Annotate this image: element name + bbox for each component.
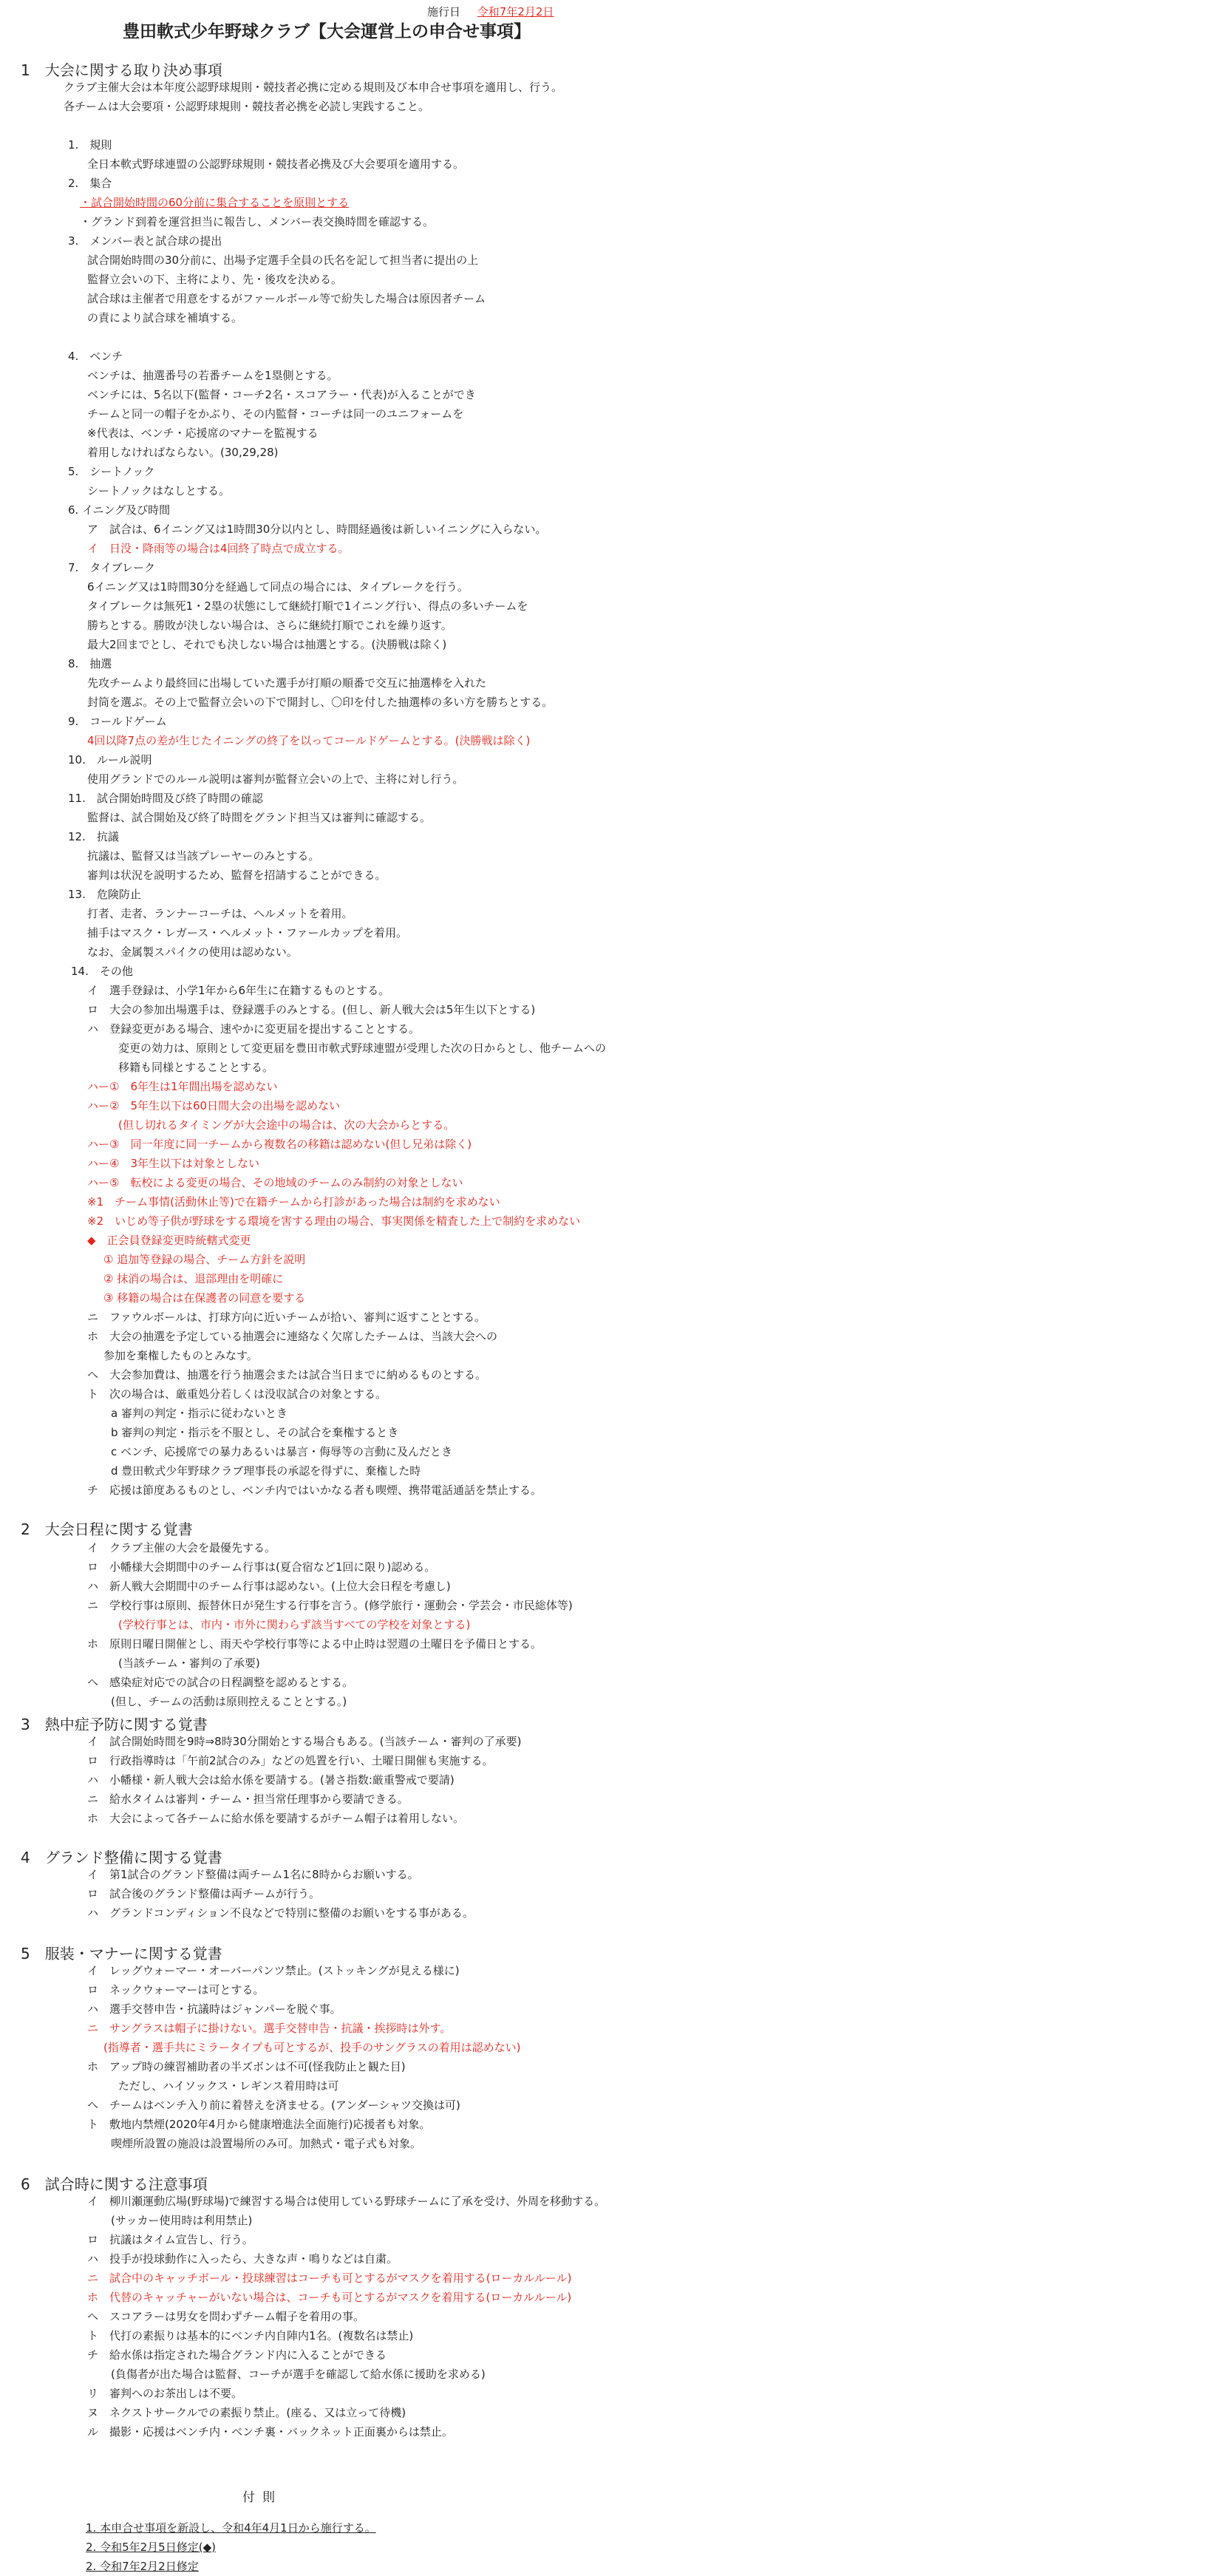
body-line: ル 撮影・応援はベンチ内・ベンチ裏・バックネット正面裏からは禁止。: [87, 2425, 453, 2439]
body-line: ヘ 大会参加費は、抽選を行う抽選会または試合当日までに納めるものとする。: [87, 1368, 487, 1382]
body-line: ◆ 正会員登録変更時統轄式変更: [87, 1234, 251, 1247]
body-line: の責により試合球を補填する。: [87, 311, 243, 324]
body-line: ・試合開始時間の60分前に集合することを原則とする: [80, 196, 350, 209]
body-line: 4回以降7点の差が生じたイニングの終了を以ってコールドゲームとする。(決勝戦は除く): [87, 734, 531, 747]
body-line: リ 審判へのお茶出しは不要。: [87, 2387, 243, 2400]
body-line: 9. コールドゲーム: [68, 715, 167, 728]
body-line: ロ 小幡様大会期間中のチーム行事は(夏合宿など1回に限り)認める。: [87, 1560, 436, 1574]
body-line: イ クラブ主催の大会を最優先する。: [87, 1541, 276, 1554]
body-line: ハー③ 同一年度に同一チームから複数名の移籍は認めない(但し兄弟は除く): [87, 1138, 472, 1151]
body-line: 喫煙所設置の施設は設置場所のみ可。加熱式・電子式も対象。: [111, 2137, 422, 2150]
section-heading: 6 試合時に関する注意事項: [21, 2175, 208, 2193]
body-line: ベンチは、抽選番号の若番チームを1塁側とする。: [87, 369, 338, 382]
enactment-label: 施行日: [427, 5, 461, 18]
body-line: 封筒を選ぶ。その上で監督立会いの下で開封し、〇印を付した抽選棒の多い方を勝ちとする。: [87, 696, 554, 709]
body-line: 13. 危険防止: [68, 888, 141, 901]
body-line: ハー④ 3年生以下は対象としない: [87, 1157, 259, 1170]
body-line: (学校行事とは、市内・市外に関わらず該当すべての学校を対象とする): [118, 1618, 471, 1631]
body-line: ヌ ネクストサークルでの素振り禁止。(座る、又は立って待機): [87, 2406, 406, 2419]
body-line: 使用グランドでのルール説明は審判が監督立会いの上で、主将に対し行う。: [87, 772, 464, 786]
body-line: ニ サングラスは帽子に掛けない。選手交替申告・抗議・挨拶時は外す。: [87, 2022, 452, 2035]
body-line: イ 選手登録は、小学1年から6年生に在籍するものとする。: [87, 984, 390, 997]
body-line: 11. 試合開始時間及び終了時間の確認: [68, 792, 263, 805]
body-line: ② 抹消の場合は、退部理由を明確に: [103, 1272, 284, 1285]
body-line: ニ 給水タイムは審判・チーム・担当常任理事から要請できる。: [87, 1792, 409, 1806]
body-line: ホ 大会の抽選を予定している抽選会に連絡なく欠席したチームは、当該大会への: [87, 1330, 498, 1343]
body-line: ロ 試合後のグランド整備は両チームが行う。: [87, 1887, 321, 1900]
body-line: 8. 抽選: [68, 657, 112, 670]
body-line: ハ 選手交替申告・抗議時はジャンパーを脱ぐ事。: [87, 2002, 341, 2016]
body-line: ロ 抗議はタイム宣告し、行う。: [87, 2233, 253, 2246]
body-line: シートノックはなしとする。: [87, 484, 231, 497]
supplementary-item: 1. 本申合せ事項を新設し、令和4年4月1日から施行する。: [86, 2521, 376, 2535]
body-line: 1. 規則: [68, 138, 112, 152]
body-line: 勝ちとする。勝敗が決しない場合は、さらに継続打順でこれを繰り返す。: [87, 619, 452, 632]
body-line: 5. シートノック: [68, 465, 155, 478]
body-line: 着用しなければならない。(30,29,28): [87, 446, 279, 459]
body-line: 移籍も同様とすることとする。: [118, 1061, 274, 1074]
body-line: b 審判の判定・指示を不服とし、その試合を棄権するとき: [111, 1426, 399, 1439]
body-line: 4. ベンチ: [68, 350, 123, 363]
body-line: 試合開始時間の30分前に、出場予定選手全員の氏名を記して担当者に提出の上: [87, 254, 479, 267]
section-heading: 1 大会に関する取り決め事項: [21, 61, 222, 79]
section-heading: 5 服装・マナーに関する覚書: [21, 1945, 222, 1962]
body-line: 監督は、試合開始及び終了時間をグランド担当又は審判に確認する。: [87, 811, 432, 824]
body-line: ※2 いじめ等子供が野球をする環境を害する理由の場合、事実関係を精査した上で制約を求めない: [87, 1214, 581, 1228]
body-line: ハ 新人戦大会期間中のチーム行事は認めない。(上位大会日程を考慮し): [87, 1580, 451, 1593]
body-line: ・グランド到着を運営担当に報告し、メンバー表交換時間を確認する。: [80, 215, 434, 228]
body-line: ※代表は、ベンチ・応援席のマナーを監視する: [87, 426, 319, 440]
body-line: (サッカー使用時は利用禁止): [111, 2214, 253, 2227]
body-line: (負傷者が出た場合は監督、コーチが選手を確認して給水係に援助を求める): [111, 2368, 486, 2381]
body-line: クラブ主催大会は本年度公認野球規則・競技者必携に定める規則及び本申合せ事項を適用し、行う。: [64, 81, 563, 94]
body-line: ハ 登録変更がある場合、速やかに変更届を提出することとする。: [87, 1022, 421, 1036]
body-line: ハー① 6年生は1年間出場を認めない: [87, 1080, 278, 1093]
body-line: 14. その他: [71, 965, 133, 978]
body-line: (当該チーム・審判の了承要): [118, 1656, 260, 1670]
body-line: 6イニング又は1時間30分を経過して同点の場合には、タイブレークを行う。: [87, 580, 469, 594]
body-line: ニ 試合中のキャッチボール・投球練習はコーチも可とするがマスクを着用する(ローカルルール): [87, 2271, 572, 2285]
section-heading: 4 グランド整備に関する覚書: [21, 1849, 222, 1866]
body-line: ① 追加等登録の場合、チーム方針を説明: [103, 1253, 306, 1266]
body-line: 12. 抗議: [68, 830, 119, 843]
body-line: 7. タイブレーク: [68, 561, 155, 574]
body-line: ※1 チーム事情(活動休止等)で在籍チームから打診があった場合は制約を求めない: [87, 1195, 500, 1209]
body-line: ロ 大会の参加出場選手は、登録選手のみとする。(但し、新人戦大会は5年生以下とする): [87, 1003, 536, 1016]
body-line: ホ 原則日曜日開催とし、雨天や学校行事等による中止時は翌週の土曜日を予備日とする。: [87, 1637, 542, 1651]
body-line: 6. イニング及び時間: [68, 503, 171, 517]
body-line: 2. 集合: [68, 177, 112, 190]
body-line: イ 試合開始時間を9時⇒8時30分開始とする場合もある。(当該チーム・審判の了承要): [87, 1735, 522, 1748]
body-line: 全日本軟式野球連盟の公認野球規則・競技者必携及び大会要項を適用する。: [87, 157, 465, 171]
body-line: 先攻チームより最終回に出場していた選手が打順の順番で交互に抽選棒を入れた: [87, 676, 487, 690]
body-line: 試合球は主催者で用意をするがファールボール等で紛失した場合は原因者チーム: [87, 292, 486, 305]
body-line: イ 柳川瀬運動広場(野球場)で練習する場合は使用している野球チームに了承を受け、外周を移動する。: [87, 2195, 606, 2208]
body-line: ただし、ハイソックス・レギンス着用時は可: [118, 2079, 339, 2093]
body-line: 捕手はマスク・レガース・ヘルメット・ファールカップを着用。: [87, 926, 408, 939]
body-line: イ レッグウォーマー・オーバーパンツ禁止。(ストッキングが見える様に): [87, 1964, 460, 1977]
body-line: d 豊田軟式少年野球クラブ理事長の承認を得ずに、棄権した時: [111, 1464, 421, 1478]
supplementary-provisions-heading: 付則: [242, 2490, 282, 2505]
body-line: 変更の効力は、原則として変更届を豊田市軟式野球連盟が受理した次の日からとし、他チームへの: [118, 1041, 607, 1055]
body-line: ニ 学校行事は原則、振替休日が発生する行事を言う。(修学旅行・運動会・学芸会・市民総体等): [87, 1599, 573, 1612]
body-line: ハー⑤ 転校による変更の場合、その地域のチームのみ制約の対象としない: [87, 1176, 463, 1189]
body-line: 審判は状況を説明するため、監督を招請することができる。: [87, 869, 387, 882]
body-line: c ベンチ、応援席での暴力あるいは暴言・侮辱等の言動に及んだとき: [111, 1445, 452, 1458]
body-line: イ 第1試合のグランド整備は両チーム1名に8時からお願いする。: [87, 1868, 419, 1881]
body-line: 打者、走者、ランナーコーチは、ヘルメットを着用。: [87, 907, 353, 920]
body-line: タイブレークは無死1・2塁の状態にして継続打順で1イニング行い、得点の多いチームを: [87, 599, 528, 613]
section-heading: 2 大会日程に関する覚書: [21, 1520, 193, 1538]
body-line: イ 日没・降雨等の場合は4回終了時点で成立する。: [87, 542, 350, 555]
body-line: ア 試合は、6イニング又は1時間30分以内とし、時間経過後は新しいイニングに入らない。: [87, 523, 547, 536]
body-line: ホ 代替のキャッチャーがいない場合は、コーチも可とするがマスクを着用する(ローカルルール): [87, 2291, 572, 2304]
body-line: (但し、チームの活動は原則控えることとする。): [111, 1695, 347, 1708]
enactment-line: [427, 4, 554, 19]
body-line: 監督立会いの下、主将により、先・後攻を決める。: [87, 273, 343, 286]
body-line: チームと同一の帽子をかぶり、その内監督・コーチは同一のユニフォームを: [87, 407, 464, 421]
body-line: (指導者・選手共にミラータイプも可とするが、投手のサングラスの着用は認めない): [103, 2041, 521, 2054]
body-line: ト 次の場合は、厳重処分若しくは没収試合の対象とする。: [87, 1387, 387, 1401]
body-line: 最大2回までとし、それでも決しない場合は抽選とする。(決勝戦は除く): [87, 638, 447, 651]
body-line: ③ 移籍の場合は在保護者の同意を要する: [103, 1291, 306, 1305]
body-line: チ 応援は節度あるものとし、ベンチ内ではいかなる者も喫煙、携帯電話通話を禁止する。: [87, 1484, 542, 1497]
body-line: 各チームは大会要項・公認野球規則・競技者必携を必読し実践すること。: [64, 100, 430, 113]
body-line: ヘ スコアラーは男女を問わずチーム帽子を着用の事。: [87, 2310, 365, 2323]
supplementary-item: 2. 令和7年2月2日修定: [86, 2560, 199, 2573]
body-line: ハー② 5年生以下は60日間大会の出場を認めない: [87, 1099, 341, 1112]
body-line: ハ 投手が投球動作に入ったら、大きな声・鳴りなどは自粛。: [87, 2252, 398, 2266]
body-line: ニ ファウルボールは、打球方向に近いチームが拾い、審判に返すこととする。: [87, 1311, 486, 1324]
body-line: ロ 行政指導時は「午前2試合のみ」などの処置を行い、土曜日開催も実施する。: [87, 1754, 494, 1767]
section-heading: 3 熱中症予防に関する覚書: [21, 1716, 208, 1733]
body-line: ハ 小幡様・新人戦大会は給水係を要請する。(暑さ指数:厳重警戒で要請): [87, 1773, 455, 1787]
body-line: なお、金属製スパイクの使用は認めない。: [87, 945, 298, 959]
body-line: ヘ チームはベンチ入り前に着替えを済ませる。(アンダーシャツ交換は可): [87, 2098, 460, 2112]
supplementary-item: 2. 令和5年2月5日修定(◆): [86, 2541, 216, 2554]
body-line: 抗議は、監督又は当該プレーヤーのみとする。: [87, 849, 320, 863]
body-line: 3. メンバー表と試合球の提出: [68, 234, 222, 248]
body-line: 参加を棄権したものとみなす。: [103, 1349, 258, 1362]
body-line: ト 代打の素振りは基本的にベンチ内自陣内1名。(複数名は禁止): [87, 2329, 414, 2342]
body-line: ハ グランドコンディション不良などで特別に整備のお願いをする事がある。: [87, 1906, 474, 1920]
body-line: ロ ネックウォーマーは可とする。: [87, 1983, 265, 1996]
body-line: ベンチには、5名以下(監督・コーチ2名・スコアラー・代表)が入ることができ: [87, 388, 476, 401]
body-line: ト 敷地内禁煙(2020年4月から健康増進法全面施行)応援者も対象。: [87, 2118, 431, 2131]
body-line: a 審判の判定・指示に従わないとき: [111, 1407, 287, 1420]
body-line: 10. ルール説明: [68, 753, 152, 767]
body-line: ヘ 感染症対応での試合の日程調整を認めるとする。: [87, 1676, 354, 1689]
body-line: チ 給水係は指定された場合グランド内に入ることができる: [87, 2348, 387, 2362]
enactment-date: 令和7年2月2日: [477, 5, 554, 18]
body-line: ホ アップ時の練習補助者の半ズボンは不可(怪我防止と観た目): [87, 2060, 406, 2073]
body-line: (但し切れるタイミングが大会途中の場合は、次の大会からとする。: [118, 1118, 455, 1132]
body-line: ホ 大会によって各チームに給水係を要請するがチーム帽子は着用しない。: [87, 1812, 465, 1825]
document-title: 豊田軟式少年野球クラブ【大会運営上の申合せ事項】: [123, 22, 531, 41]
